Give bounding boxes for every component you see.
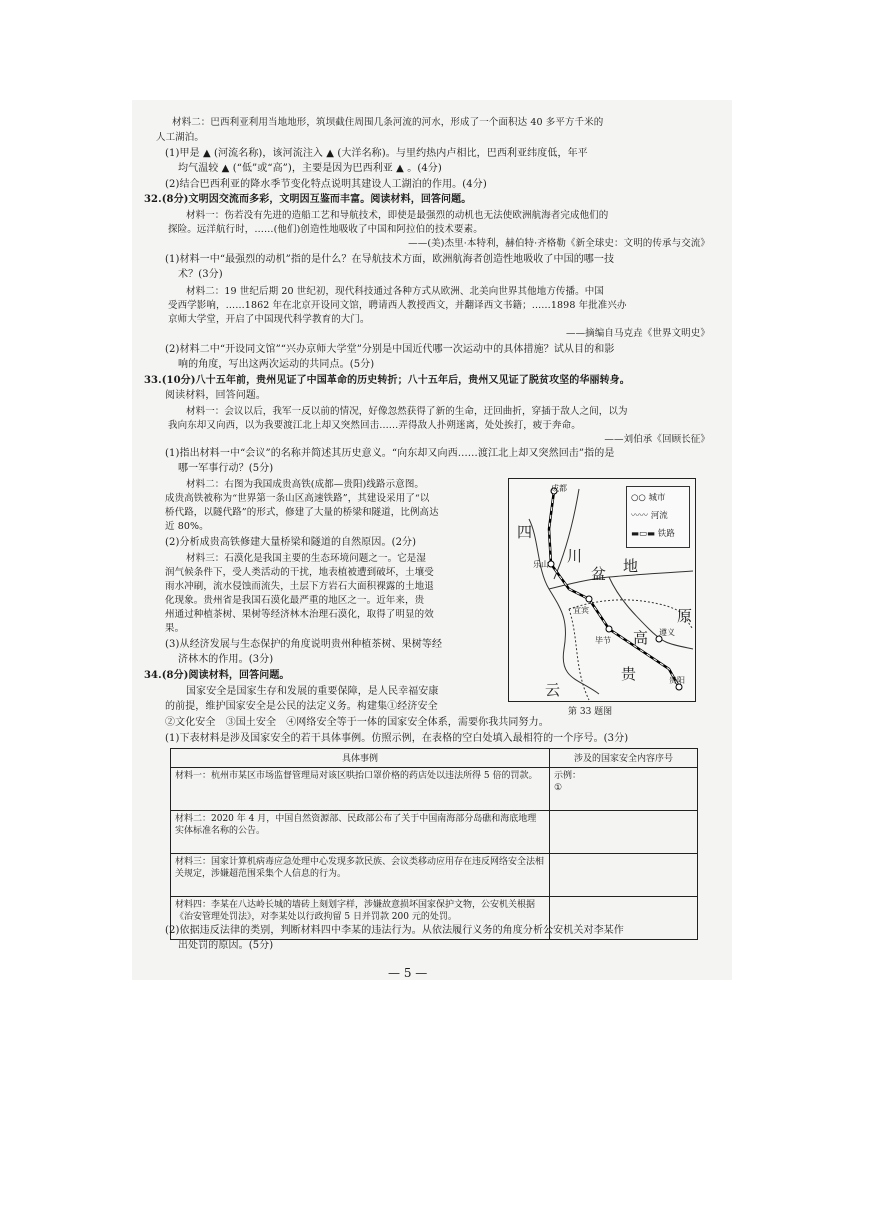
material-3-line: 润气候条件下，受人类活动的干扰，地表植被遭到破坏，土壤受: [165, 567, 434, 578]
material-2-line: 材料二：巴西利亚利用当地地形，筑坝截住周围几条河流的河水，形成了一个面积达 40 多平方千米的: [172, 117, 604, 128]
question-34-title: 34.(8分)阅读材料，回答问题。: [144, 670, 290, 681]
material-3-line: 雨水冲刷，流水侵蚀而流失，土层下方岩石大面积裸露的土地退: [165, 581, 434, 592]
material-1-source: ——(美)杰里·本特利，赫伯特·齐格勒《新全球史：文明的传承与交流》: [408, 238, 710, 249]
region-label: 贵: [621, 665, 637, 683]
question-32-1: (1)材料一中“最强烈的动机”指的是什么？在导航技术方面，欧洲航海者创造性地吸收了中国的哪一技: [165, 254, 615, 265]
table-row: [171, 854, 698, 897]
legend-city-label: 城市: [648, 493, 666, 503]
question-33-3: (3)从经济发展与生态保护的角度说明贵州种植茶树、果树等经: [165, 639, 443, 650]
question-34-intro: ②文化安全 ③国土安全 ④网络安全等于一体的国家安全体系，需要你我共同努力。: [165, 717, 549, 728]
legend-city: [631, 491, 666, 503]
region-label: 川: [567, 547, 583, 565]
question-33-1: 哪一军事行动？(5分): [178, 463, 274, 474]
table-header-row: [171, 749, 698, 768]
material-1-line: 探险。远洋航行时，……(他们)创造性地吸收了中国和阿拉伯的技术要素。: [168, 224, 483, 235]
table-cell-answer: 示例： ①: [550, 768, 698, 811]
page-number: — 5 —: [388, 966, 428, 980]
legend-rail: [631, 527, 675, 539]
city-label-guiyang: 贵阳: [669, 676, 685, 685]
material-1-line: 我向东却又向西，以为我要渡江北上却又突然回击……弄得敌人扑朔迷离，处处挨打，疲于奔命。: [168, 420, 581, 431]
question-34-intro: 国家安全是国家生存和发展的重要保障，是人民幸福安康: [186, 686, 439, 697]
question-32-2: (2)材料二中“开设同文馆”“兴办京师大学堂”分别是中国近代哪一次运动中的具体措施？试从目的和影: [165, 344, 615, 355]
region-label: 盆: [591, 565, 607, 583]
material-2-line: 材料二：右图为我国成贵高铁(成都—贵阳)线路示意图。: [186, 479, 425, 490]
material-2-line: 近 80%。: [165, 521, 209, 532]
table-header-content: 涉及的国家安全内容序号: [550, 749, 698, 768]
material-1-source: ——刘伯承《回顾长征》: [604, 434, 710, 445]
city-marker: [586, 596, 592, 602]
question-33-1: (1)指出材料一中“会议”的名称并简述其历史意义。“向东却又向西……渡江北上却又突然回击”指的是: [165, 448, 615, 459]
legend-river: [631, 509, 668, 521]
question-32-1: 术？(3分): [178, 269, 223, 280]
question-31-1: (1)甲是 ▲ (河流名称)，该河流注入 ▲ (大洋名称)。与里约热内卢相比，巴西利亚纬度低，年平: [165, 148, 588, 159]
region-label: 地: [623, 557, 639, 575]
material-2-line: 材料二：19 世纪后期 20 世纪初，现代科技通过各种方式从欧洲、北美向世界其他地方传播。中国: [186, 286, 604, 297]
question-32-2: 响的角度，写出这两次运动的共同点。(5分): [178, 359, 375, 370]
material-2-line: 人工湖泊。: [156, 132, 205, 143]
material-2-source: ——摘编自马克垚《世界文明史》: [565, 328, 710, 339]
province-border: [569, 609, 589, 700]
material-3-line: 州通过种植茶树、果树等经济林木治理石漠化，取得了明显的效: [165, 609, 434, 620]
question-34-intro: 的前提，维护国家安全是公民的法定义务。构建集①经济安全: [165, 701, 438, 712]
region-label: 四: [517, 523, 533, 541]
material-3-line: 果。: [165, 623, 185, 634]
question-34-2: (2)依据违反法律的类别，判断材料四中李某的违法行为。从依法履行义务的角度分析公安机关对李某作: [165, 925, 624, 936]
question-33-title: 阅读材料，回答问题。: [165, 390, 266, 401]
table-row: [171, 811, 698, 854]
map-caption: 第 33 题图: [568, 707, 613, 717]
region-label: 高: [633, 629, 649, 647]
material-2-line: 成贵高铁被称为“世界第一条山区高速铁路”，其建设采用了“以: [165, 493, 430, 504]
table-cell-answer[interactable]: [550, 854, 698, 897]
legend-river-label: 河流: [650, 511, 668, 521]
material-2-line: 京师大学堂，开启了中国现代科学教育的大门。: [168, 314, 370, 325]
river-icon: 〰〰: [631, 511, 649, 521]
river-line: [549, 571, 693, 589]
question-33-2: (2)分析成贵高铁修建大量桥梁和隧道的自然原因。(2分): [165, 537, 417, 548]
city-label-leshan: 乐山: [533, 560, 549, 569]
material-3-line: 化现象。贵州省是我国石漠化最严重的地区之一。近年来，贵: [165, 595, 425, 606]
city-label-zunyi: 遵义: [659, 628, 675, 637]
railway-icon: ▬▭▬: [631, 529, 656, 539]
material-2-line: 受西学影响，……1862 年在北京开设同文馆，聘请西人教授西文，并翻译西文书籍；……1898 年批准兴办: [168, 300, 627, 311]
table-cell-case: 材料一：杭州市某区市场监督管理局对该区哄抬口罩价格的药店处以违法所得 5 倍的罚款。: [171, 768, 550, 811]
table-cell-case: 材料四：李某在八达岭长城的墙砖上刻划字样，涉嫌故意损坏国家保护文物，公安机关根据《治安管理处罚法》，对李某处以行政拘留 5 日并罚款 200 元的处罚。: [171, 897, 550, 940]
city-label-yibin: 宜宾: [573, 606, 589, 615]
table-row: [171, 768, 698, 811]
security-table: [170, 748, 698, 940]
question-33-3: 济林木的作用。(3分): [178, 654, 274, 665]
material-1-line: 材料一：伤若没有先进的造船工艺和导航技术，即使是最强烈的动机也无法使欧洲航海者完成他们的: [186, 210, 609, 221]
map-legend: [626, 486, 690, 548]
table-cell-answer[interactable]: [550, 811, 698, 854]
question-31-2: (2)结合巴西利亚的降水季节变化特点说明其建设人工湖泊的作用。(4分): [165, 179, 487, 190]
question-32-title: 32.(8分)文明因交流而多彩，文明因互鉴而丰富。阅读材料，回答问题。: [144, 194, 472, 205]
city-label-chengdu: 成都: [551, 484, 567, 493]
question-33-title: 33.(10分)八十五年前，贵州见证了中国革命的历史转折；八十五年后，贵州又见证了脱贫攻坚的华丽转身。: [144, 375, 630, 386]
material-1-line: 材料一：会议以后，我军一反以前的情况，好像忽然获得了新的生命，迂回曲折，穿插于敌人之间，以为: [186, 406, 628, 417]
material-2-line: 桥代路，以隧代路”的形式，修建了大量的桥梁和隧道，比例高达: [165, 507, 439, 518]
table-cell-case: 材料三：国家计算机病毒应急处理中心发现多款民族、会议类移动应用存在违反网络安全法相关规定，涉嫌超范围采集个人信息的行为。: [171, 854, 550, 897]
city-marker: [606, 626, 612, 632]
region-label: 原: [677, 607, 693, 625]
region-label: 云: [545, 681, 561, 699]
city-label-bijie: 毕节: [595, 636, 611, 645]
material-3-line: 材料三：石漠化是我国主要的生态环境问题之一。它是湿: [186, 553, 427, 564]
table-cell-case: 材料二：2020 年 4 月，中国自然资源部、民政部公布了关于中国南海部分岛礁和海底地理实体标准名称的公告。: [171, 811, 550, 854]
city-icon: ○○: [631, 493, 646, 503]
question-31-1: 均气温较 ▲ (“低”或“高”)，主要是因为巴西利亚 ▲ 。(4分): [178, 163, 442, 174]
table-header-case: 具体事例: [171, 749, 550, 768]
question-34-1: (1)下表材料是涉及国家安全的若干具体事例。仿照示例，在表格的空白处填入最相符的一个序号。(3分): [165, 733, 629, 744]
question-34-2: 出处罚的原因。(5分): [178, 940, 274, 951]
legend-rail-label: 铁路: [657, 529, 675, 539]
